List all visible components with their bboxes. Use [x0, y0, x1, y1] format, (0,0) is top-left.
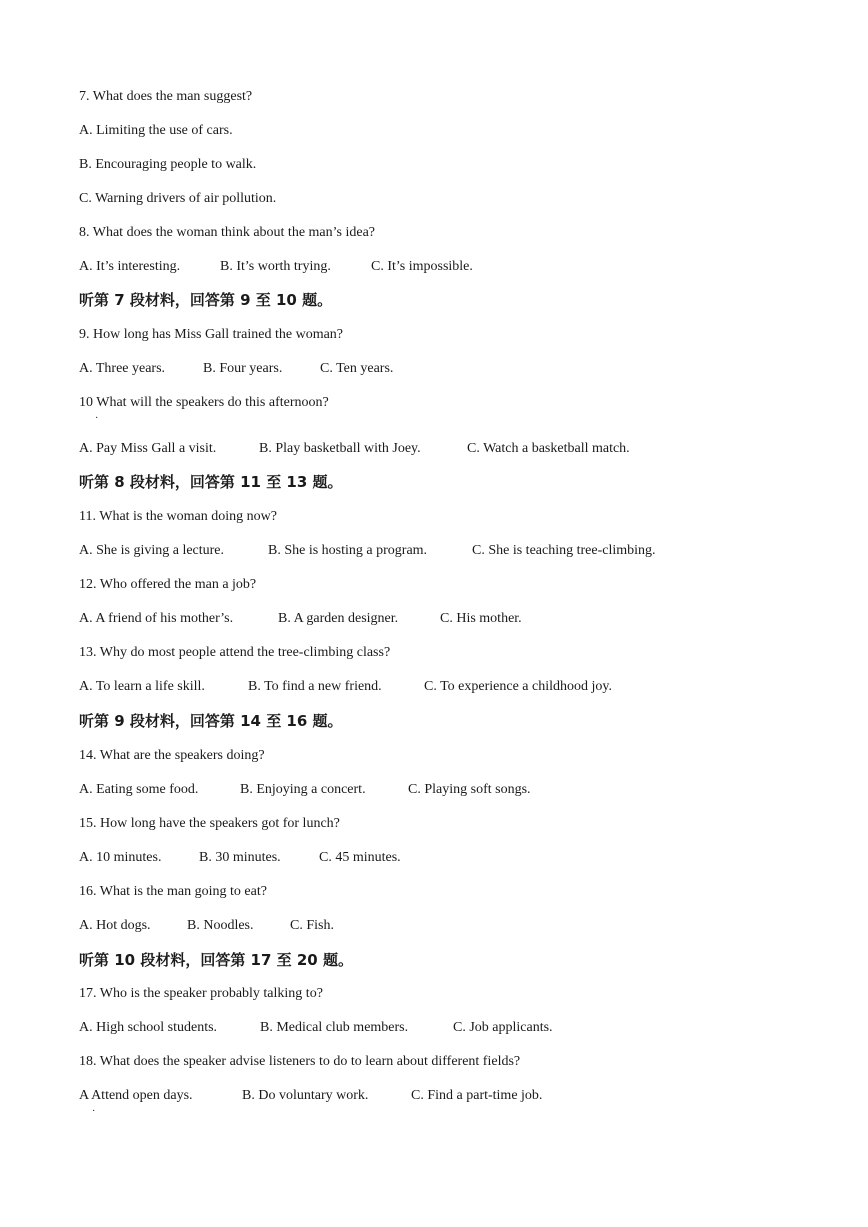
option-18a: A Attend open days. [79, 1088, 193, 1103]
options-11 [79, 542, 656, 560]
question-10: 10 What will the speakers do this afternoon? [79, 395, 329, 410]
option-18c: C. Find a part-time job. [411, 1088, 543, 1103]
options-10 [79, 440, 630, 458]
option-14b: B. Enjoying a concert. [240, 782, 366, 797]
options-14 [79, 781, 531, 799]
question-17: 17. Who is the speaker probably talking to? [79, 986, 323, 1001]
option-12c: C. His mother. [440, 611, 522, 626]
option-17a: A. High school students. [79, 1020, 218, 1035]
options-18 [79, 1087, 542, 1105]
section-heading-9: 听第 9 段材料，回答第 14 至 16 题。 [79, 712, 343, 730]
option-15c: C. 45 minutes. [319, 850, 401, 865]
question-16: 16. What is the man going to eat? [79, 884, 267, 899]
option-9b: B. Four years. [203, 361, 283, 376]
option-8a: A. It’s interesting. [79, 259, 181, 274]
section-heading-8: 听第 8 段材料，回答第 11 至 13 题。 [79, 473, 343, 491]
question-12: 12. Who offered the man a job? [79, 577, 257, 592]
question-9: 9. How long has Miss Gall trained the woman? [79, 327, 344, 342]
stray-mark: · [95, 413, 99, 424]
option-15a: A. 10 minutes. [79, 850, 162, 865]
option-13b: B. To find a new friend. [248, 679, 382, 694]
question-7: 7. What does the man suggest? [79, 89, 253, 104]
option-17c: C. Job applicants. [453, 1020, 553, 1035]
option-9a: A. Three years. [79, 361, 166, 376]
option-8c: C. It’s impossible. [371, 259, 473, 274]
section-heading-7: 听第 7 段材料，回答第 9 至 10 题。 [79, 291, 333, 309]
options-8 [79, 258, 473, 276]
option-10a: A. Pay Miss Gall a visit. [79, 441, 217, 456]
stray-mark: · [92, 1106, 96, 1117]
option-13a: A. To learn a life skill. [79, 679, 205, 694]
option-18b: B. Do voluntary work. [242, 1088, 369, 1103]
option-12b: B. A garden designer. [278, 611, 399, 626]
options-15 [79, 849, 401, 867]
question-15: 15. How long have the speakers got for lunch? [79, 816, 340, 831]
options-9 [79, 360, 393, 378]
question-11: 11. What is the woman doing now? [79, 509, 277, 524]
option-11c: C. She is teaching tree-climbing. [472, 543, 656, 558]
options-16 [79, 917, 334, 935]
option-10c: C. Watch a basketball match. [467, 441, 630, 456]
option-17b: B. Medical club members. [260, 1020, 409, 1035]
option-11b: B. She is hosting a program. [268, 543, 428, 558]
option-7a: A. Limiting the use of cars. [79, 123, 233, 138]
option-7b: B. Encouraging people to walk. [79, 157, 257, 172]
option-11a: A. She is giving a lecture. [79, 543, 225, 558]
question-18: 18. What does the speaker advise listeners to do to learn about different fields? [79, 1054, 521, 1069]
option-9c: C. Ten years. [320, 361, 394, 376]
question-13: 13. Why do most people attend the tree-climbing class? [79, 645, 391, 660]
question-8: 8. What does the woman think about the man’s idea? [79, 225, 376, 240]
option-7c: C. Warning drivers of air pollution. [79, 191, 277, 206]
option-16c: C. Fish. [290, 918, 334, 933]
option-16a: A. Hot dogs. [79, 918, 151, 933]
section-heading-10: 听第 10 段材料，回答第 17 至 20 题。 [79, 951, 353, 969]
option-14c: C. Playing soft songs. [408, 782, 531, 797]
option-10b: B. Play basketball with Joey. [259, 441, 421, 456]
question-14: 14. What are the speakers doing? [79, 748, 265, 763]
option-16b: B. Noodles. [187, 918, 254, 933]
options-13 [79, 678, 612, 696]
options-17 [79, 1019, 553, 1037]
option-8b: B. It’s worth trying. [220, 259, 331, 274]
option-12a: A. A friend of his mother’s. [79, 611, 234, 626]
option-15b: B. 30 minutes. [199, 850, 281, 865]
option-14a: A. Eating some food. [79, 782, 199, 797]
options-12 [79, 610, 522, 628]
option-13c: C. To experience a childhood joy. [424, 679, 612, 694]
